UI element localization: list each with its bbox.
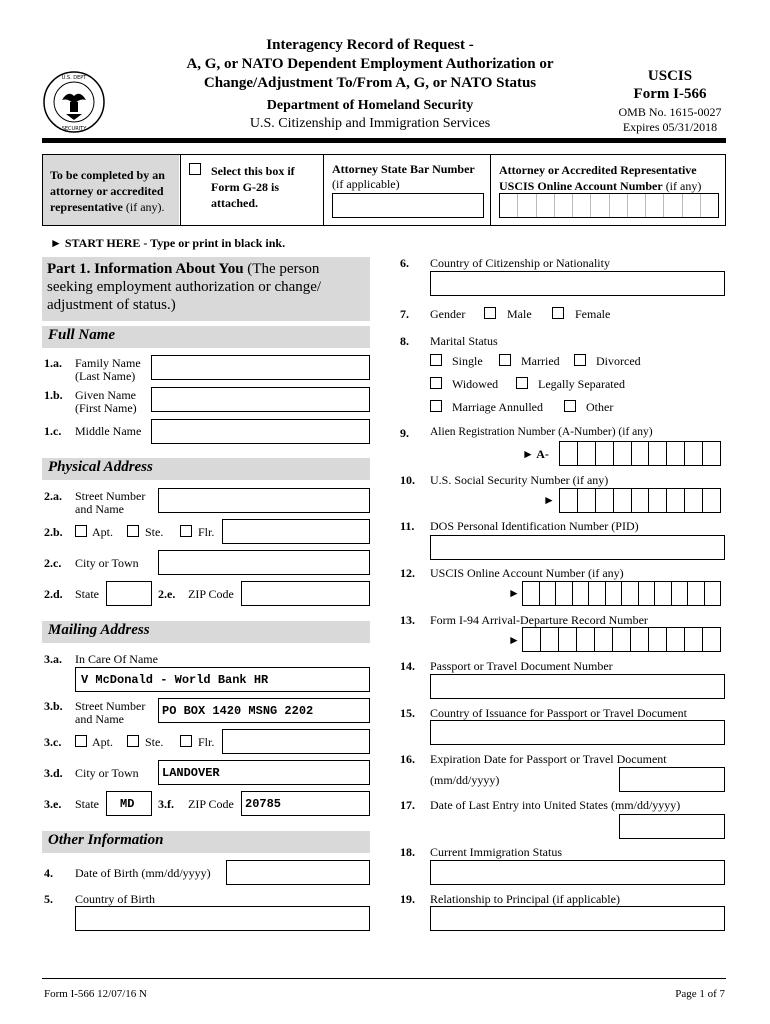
other-info-heading: Other Information [42, 831, 370, 853]
mailing-zip-value: 20785 [245, 797, 282, 811]
uscis-account-arrow: ► [508, 586, 520, 600]
q13-label: Form I-94 Arrival-Departure Record Number [430, 613, 648, 627]
mailing-state-value: MD [120, 797, 135, 811]
physical-zip-input[interactable] [241, 581, 370, 606]
last-entry-date-input[interactable] [619, 814, 725, 839]
full-name-heading: Full Name [42, 326, 370, 348]
g28-label-3: attached. [211, 196, 258, 210]
relationship-input[interactable] [430, 906, 725, 931]
q9-num: 9. [400, 426, 409, 440]
q2d-label: State [75, 587, 99, 601]
q3e-label: State [75, 797, 99, 811]
physical-apt-label: Apt. [92, 525, 113, 539]
care-of-name-input[interactable] [75, 667, 370, 692]
uscis-label: USCIS [647, 68, 693, 84]
q2d-num: 2.d. [44, 587, 63, 601]
given-name-input[interactable] [151, 387, 370, 412]
physical-state-input[interactable] [106, 581, 152, 606]
q8-num: 8. [400, 334, 409, 348]
g28-label-2: Form G-28 is [211, 180, 279, 194]
q11-num: 11. [400, 519, 415, 533]
q2c-num: 2.c. [44, 556, 62, 570]
rep-account-label-2: USCIS Online Account Number [499, 179, 663, 193]
physical-street-input[interactable] [158, 488, 370, 513]
marital-other-label: Other [586, 400, 614, 414]
marital-widowed-label: Widowed [452, 377, 499, 391]
mailing-flr-checkbox[interactable] [180, 735, 192, 747]
marital-divorced-label: Divorced [596, 354, 641, 368]
mailing-city-input[interactable] [158, 760, 370, 785]
passport-country-input[interactable] [430, 720, 725, 745]
mailing-ste-checkbox[interactable] [127, 735, 139, 747]
q10-label: U.S. Social Security Number (if any) [430, 473, 609, 487]
q2e-label: ZIP Code [188, 587, 234, 601]
q3b-label-1: Street Number [75, 699, 146, 713]
attorney-intro-1: To be completed by an [50, 168, 165, 182]
svg-text:U.S. DEPT: U.S. DEPT [61, 75, 87, 81]
g28-checkbox[interactable] [189, 163, 201, 175]
q6-num: 6. [400, 256, 409, 270]
middle-name-input[interactable] [151, 419, 370, 444]
q17-num: 17. [400, 798, 415, 812]
gender-male-checkbox[interactable] [484, 307, 496, 319]
q2a-num: 2.a. [44, 489, 62, 503]
mailing-city-value: LANDOVER [162, 766, 220, 780]
start-here: ► START HERE - Type or print in black ink. [50, 236, 286, 250]
part1-title-rest-2: seeking employment authorization or change/ [47, 279, 322, 295]
bar-number-label: Attorney State Bar Number [332, 162, 475, 176]
ssn-input[interactable] [559, 488, 721, 513]
q13-num: 13. [400, 613, 415, 627]
physical-ste-checkbox[interactable] [127, 525, 139, 537]
bar-number-input[interactable] [332, 193, 484, 218]
q6-label: Country of Citizenship or Nationality [430, 256, 610, 270]
mailing-state-input[interactable] [106, 791, 152, 816]
q17-label: Date of Last Entry into United States (mm/dd/yyyy) [430, 798, 681, 812]
physical-apt-checkbox[interactable] [75, 525, 87, 537]
expiration: Expires 05/31/2018 [622, 120, 718, 134]
marital-widowed-checkbox[interactable] [430, 377, 442, 389]
passport-expiration-input[interactable] [619, 767, 725, 792]
form-number: Form I-566 [633, 86, 707, 102]
physical-unit-input[interactable] [222, 519, 370, 544]
mailing-zip-input[interactable] [241, 791, 370, 816]
citizenship-input[interactable] [430, 271, 725, 296]
mailing-ste-label: Ste. [145, 735, 164, 749]
rep-account-label-2-rest: (if any) [662, 179, 702, 193]
i94-input[interactable] [522, 627, 721, 652]
q2a-label-2: and Name [75, 502, 124, 516]
country-of-birth-input[interactable] [75, 906, 370, 931]
q7-label: Gender [430, 307, 466, 321]
a-number-input[interactable] [559, 441, 721, 466]
marital-annulled-label: Marriage Annulled [452, 400, 543, 414]
marital-separated-checkbox[interactable] [516, 377, 528, 389]
gender-female-label: Female [575, 307, 611, 321]
mailing-flr-label: Flr. [198, 735, 215, 749]
department-name: Department of Homeland Security [266, 98, 474, 113]
mailing-apt-checkbox[interactable] [75, 735, 87, 747]
q5-label: Country of Birth [75, 892, 155, 906]
q1c-num: 1.c. [44, 424, 62, 438]
omb-number: OMB No. 1615-0027 [618, 105, 722, 119]
marital-single-checkbox[interactable] [430, 354, 442, 366]
q1a-num: 1.a. [44, 356, 62, 370]
footer-rule [42, 978, 726, 979]
care-of-name-value: V McDonald - World Bank HR [81, 673, 269, 687]
bar-number-sub: (if applicable) [332, 177, 400, 191]
q3f-num: 3.f. [158, 797, 174, 811]
part1-title-rest-1: (The person [243, 261, 320, 277]
ssn-arrow: ► [543, 493, 555, 507]
q3b-label-2: and Name [75, 712, 124, 726]
svg-text:SECURITY: SECURITY [61, 126, 87, 132]
q3d-num: 3.d. [44, 766, 63, 780]
q1b-num: 1.b. [44, 388, 63, 402]
q14-num: 14. [400, 659, 415, 673]
q16-num: 16. [400, 752, 415, 766]
mailing-street-value: PO BOX 1420 MSNG 2202 [162, 704, 314, 718]
q1b-label-1: Given Name [75, 388, 136, 402]
form-title-line-2: A, G, or NATO Dependent Employment Authorization or [186, 56, 554, 72]
form-title-line-1: Interagency Record of Request - [266, 37, 474, 53]
q14-label: Passport or Travel Document Number [430, 659, 613, 673]
q16-label-1: Expiration Date for Passport or Travel Document [430, 752, 667, 766]
attorney-intro-2: attorney or accredited [50, 184, 164, 198]
rep-account-input[interactable] [499, 193, 719, 218]
date-of-birth-input[interactable] [226, 860, 370, 885]
q10-num: 10. [400, 473, 415, 487]
q16-label-2: (mm/dd/yyyy) [430, 773, 500, 787]
rep-account-label-1: Attorney or Accredited Representative [499, 163, 697, 177]
a-number-prefix: ► A- [522, 447, 549, 461]
uscis-account-input[interactable] [522, 581, 721, 606]
marital-annulled-checkbox[interactable] [430, 400, 442, 412]
q2c-label: City or Town [75, 556, 139, 570]
q8-label: Marital Status [430, 334, 498, 348]
dhs-seal [42, 70, 106, 134]
attorney-intro-3: representative [50, 200, 123, 214]
attorney-intro-3-rest: (if any). [122, 200, 165, 214]
physical-address-heading: Physical Address [42, 458, 370, 480]
dhs-seal-icon [42, 70, 106, 134]
q11-label: DOS Personal Identification Number (PID) [430, 519, 639, 533]
footer-page-number: Page 1 of 7 [675, 988, 725, 1000]
q2e-num: 2.e. [158, 587, 176, 601]
q9-label: Alien Registration Number (A-Number) (if any) [430, 426, 653, 438]
i94-arrow: ► [508, 633, 520, 647]
q7-num: 7. [400, 307, 409, 321]
q4-label: Date of Birth (mm/dd/yyyy) [75, 866, 211, 880]
q2a-label-1: Street Number [75, 489, 146, 503]
q3a-num: 3.a. [44, 652, 62, 666]
q1a-label-2: (Last Name) [75, 369, 136, 383]
gender-female-checkbox[interactable] [552, 307, 564, 319]
physical-city-input[interactable] [158, 550, 370, 575]
marital-other-checkbox[interactable] [564, 400, 576, 412]
q15-label: Country of Issuance for Passport or Travel Document [430, 706, 687, 720]
q18-num: 18. [400, 845, 415, 859]
marital-married-checkbox[interactable] [499, 354, 511, 366]
marital-separated-label: Legally Separated [538, 377, 625, 391]
dos-pid-input[interactable] [430, 535, 725, 560]
q3a-label: In Care Of Name [75, 652, 158, 666]
q12-label: USCIS Online Account Number (if any) [430, 566, 624, 580]
mailing-street-input[interactable] [158, 698, 370, 723]
q3c-num: 3.c. [44, 735, 62, 749]
passport-number-input[interactable] [430, 674, 725, 699]
gender-male-label: Male [507, 307, 532, 321]
part1-header [42, 257, 370, 321]
family-name-input[interactable] [151, 355, 370, 380]
immigration-status-input[interactable] [430, 860, 725, 885]
physical-flr-label: Flr. [198, 525, 215, 539]
marital-single-label: Single [452, 354, 483, 368]
q3d-label: City or Town [75, 766, 139, 780]
q5-num: 5. [44, 892, 53, 906]
part1-title-rest-3: adjustment of status.) [47, 297, 176, 313]
q19-num: 19. [400, 892, 415, 906]
q1c-label: Middle Name [75, 424, 142, 438]
mailing-apt-label: Apt. [92, 735, 113, 749]
marital-divorced-checkbox[interactable] [574, 354, 586, 366]
physical-ste-label: Ste. [145, 525, 164, 539]
q18-label: Current Immigration Status [430, 845, 562, 859]
q2b-num: 2.b. [44, 525, 63, 539]
form-title-line-3: Change/Adjustment To/From A, G, or NATO Status [203, 75, 537, 91]
header-rule [42, 138, 726, 143]
q3b-num: 3.b. [44, 699, 63, 713]
q19-label: Relationship to Principal (if applicable) [430, 892, 620, 906]
q4-num: 4. [44, 866, 53, 880]
part1-title: Part 1. Information About You [47, 261, 244, 277]
q12-num: 12. [400, 566, 415, 580]
q15-num: 15. [400, 706, 415, 720]
physical-flr-checkbox[interactable] [180, 525, 192, 537]
mailing-address-heading: Mailing Address [42, 621, 370, 643]
g28-label-1: Select this box if [211, 164, 295, 178]
mailing-unit-input[interactable] [222, 729, 370, 754]
footer-form-id: Form I-566 12/07/16 N [44, 988, 147, 1000]
q3f-label: ZIP Code [188, 797, 234, 811]
marital-married-label: Married [521, 354, 560, 368]
q1b-label-2: (First Name) [75, 401, 137, 415]
agency-name: U.S. Citizenship and Immigration Services [249, 116, 491, 131]
q3e-num: 3.e. [44, 797, 62, 811]
q1a-label-1: Family Name [75, 356, 141, 370]
